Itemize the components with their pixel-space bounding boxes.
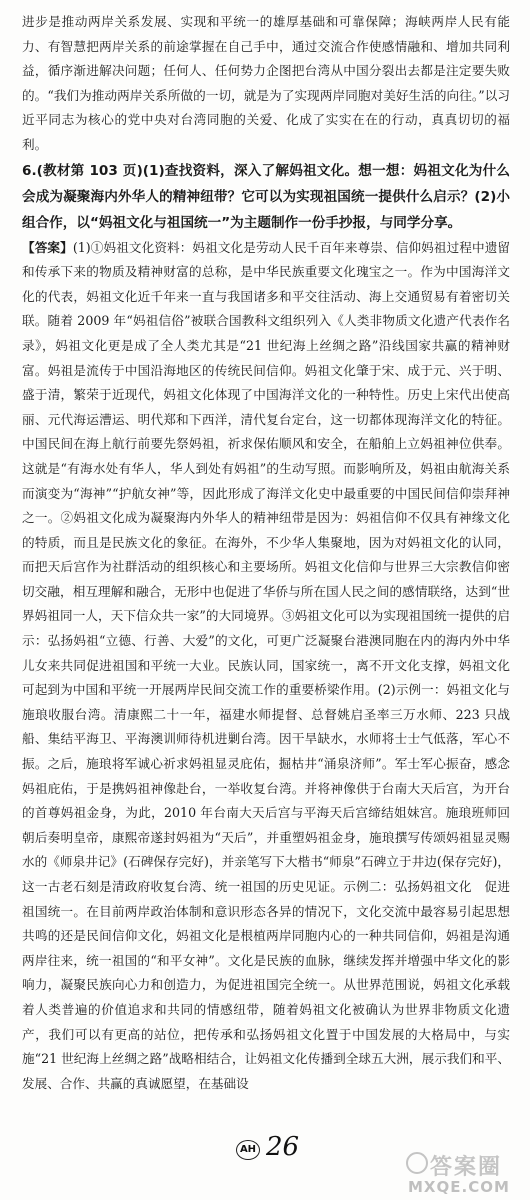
- answer-paragraph: [22, 236, 510, 1097]
- answer-label: 【答案】: [22, 239, 73, 255]
- answer-text: (1)①妈祖文化资料：妈祖文化是劳动人民千百年来尊崇、信仰妈祖过程中遗留和传承下来的物质及精神财富的总称，是中华民族重要文化瑰宝之一。作为中国海洋文化的代表，妈祖文化近千年来一直与我国诸多和平交往活动、海上交通贸易有着密切关联。随着 2009 年“妈祖信俗”被联合国教科文组织列入《人类非物质文化遗产代表作名录》，妈祖文化更是成了全人类尤其是“21 世纪海上丝绸之路”沿线国家共赢的精神财富。妈祖是流传于中国沿海地区的传统民间信仰。妈祖文化肇于宋、成于元、兴于明、盛于清，繁荣于近现代，妈祖文化体现了中国海洋文化的一种特性。历史上宋代出使高丽、元代海运漕运、明代郑和下西洋，清代复台定台，这一切都体现海洋文化的特征。中国民间在海上航行前要先祭妈祖，祈求保佑顺风和安全，在船舶上立妈祖神位供奉。这就是“有海水处有华人，华人到处有妈祖”的生动写照。而影响所及，妈祖由航海关系而演变为“海神”“护航女神”等，因此形成了海洋文化史中最重要的中国民间信仰崇拜神之一。②妈祖文化成为凝聚海内外华人的精神纽带是因为：妈祖信仰不仅具有神缘文化的特质，而且是民族文化的象征。在海外，不少华人集聚地，因为对妈祖文化的认同，而把天后宫作为社群活动的组织核心和主要场所。妈祖文化信仰与世界三大宗教信仰密切交融，相互理解和融合，无形中也促进了华侨与所在国人民之间的感情联络，达到“世界妈祖同一人，天下信众共一家”的大同境界。③妈祖文化可以为实现祖国统一提供的启示：弘扬妈祖“立德、行善、大爱”的文化，可更广泛凝聚台港澳同胞在内的海内外中华儿女来共同促进祖国和平统一大业。民族认同，国家统一，离不开文化支撑，妈祖文化可起到为中国和平统一开展两岸民间交流工作的重要桥梁作用。(2)示例一：妈祖文化与施琅收服台湾。清康熙二十一年，福建水师提督、总督姚启圣率三万水师、223 只战船、集结平海卫、平海澳训师待机进剿台湾。因干旱缺水，水师将士士气低落，军心不振。之后，施琅将军诚心祈求妈祖显灵庇佑，掘枯井“涌泉济师”。军士军心振奋，感念妈祖庇佑，于是携妈祖神像赴台，一举收复台湾。并将神像供于台南大天后宫，为开台的首尊妈祖金身，为此，2010 年台南大天后宫与平海天后宫缔结姐妹宫。施琅班师回朝后奏明皇帝，康熙帝遂封妈祖为“天后”，并重塑妈祖金身，施琅撰写传颂妈祖显灵赐水的《师泉井记》(石碑保存完好)，并亲笔写下大楷书“师泉”石碑立于井边(保存完好)，这一古老石刻是清政府收复台湾、统一祖国的历史见证。示例二：弘扬妈祖文化 促进祖国统一。在目前两岸政治体制和意识形态各异的情况下，文化交流中最容易引起思想共鸣的还是民间信仰文化，妈祖文化是根植两岸同胞内心的一种共同信仰，妈祖是沟通两岸往来，统一祖国的“和平女神”。文化是民族的血脉，继续发挥并增强中华文化的影响力，凝聚民族向心力和创造力，为促进祖国完全统一。从世界范围说，妈祖文化承载着人类普遍的价值追求和共同的情感纽带，随着妈祖文化被确认为世界非物质文化遗产，我们可以有更高的站位，把传承和弘扬妈祖文化置于中国发展的大格局中，与实施“21 世纪海上丝绸之路”战略相结合，让妈祖文化传播到全球五大洲，展示我们和平、发展、合作、共赢的真诚愿望，在基础设: [22, 239, 510, 1091]
- watermark-logo-icon: [406, 1152, 428, 1174]
- page-number: 26: [266, 1132, 300, 1162]
- site-watermark: [400, 1150, 525, 1198]
- watermark-top-text: 答案圈: [430, 1155, 503, 1180]
- question-text: (1)查找资料，深入了解妈祖文化。想一想：妈祖文化为什么会成为凝聚海内外华人的精神纽带？它可以为实现祖国统一提供什么启示？(2)小组合作，以“妈祖文化与祖国统一”为主题制作一份手抄报，与同学分享。: [22, 162, 510, 231]
- publisher-badge: AH: [236, 1140, 260, 1160]
- question-6: [22, 158, 510, 236]
- page-content: [22, 10, 510, 1096]
- question-source: (教材第 103 页): [36, 162, 143, 179]
- intro-paragraph: 进步是推动两岸关系发展、实现和平统一的雄厚基础和可靠保障；海峡两岸人民有能力、有智慧把两岸关系的前途掌握在自己手中，通过交流合作使感情融和、增加共同利益，循序渐进解决问题；任何人、任何势力企图把台湾从中国分裂出去都是注定要失败的。“我们为推动两岸关系所做的一切，就是为了实现两岸同胞对美好生活的向往。”以习近平同志为核心的党中央对台湾同胞的关爱、化成了实实在在的行动，真真切切的福利。: [22, 14, 510, 152]
- question-number: 6.: [22, 162, 37, 179]
- watermark-bottom-text: MXQE.COM: [408, 1178, 510, 1196]
